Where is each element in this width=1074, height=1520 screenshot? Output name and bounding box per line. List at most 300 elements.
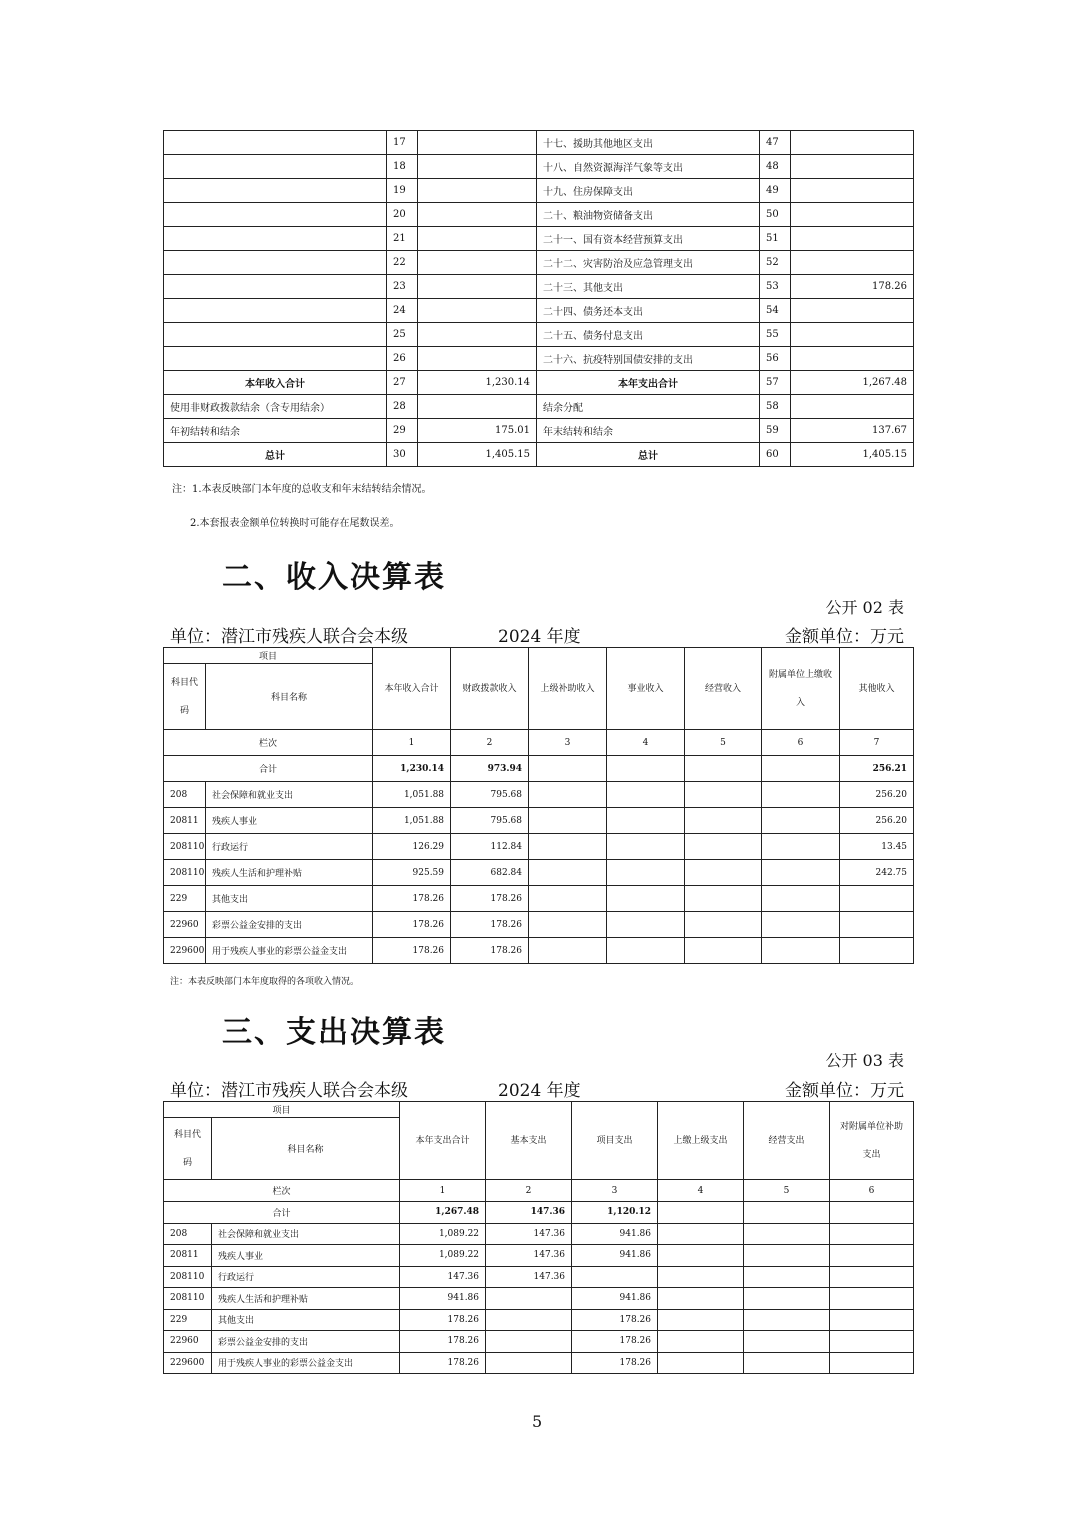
subject-name: 用于残疾人事业的彩票公益金支出 (206, 938, 373, 964)
column-number: 1 (400, 1180, 486, 1202)
expense-line-number: 56 (760, 347, 791, 371)
income-unit: 单位：潜江市残疾人联合会本级 (170, 627, 408, 647)
income-item-label (164, 275, 387, 299)
income-line-number: 18 (387, 155, 418, 179)
income-line-number: 22 (387, 251, 418, 275)
expense-item-label: 十七、援助其他地区支出 (537, 131, 760, 155)
amount-cell: 682.84 (451, 860, 529, 886)
income-item-value (418, 227, 537, 251)
amount-cell: 795.68 (451, 808, 529, 834)
expense-item-value (791, 179, 914, 203)
subject-name: 社会保障和就业支出 (212, 1223, 400, 1245)
amount-cell (607, 938, 685, 964)
amount-cell (658, 1288, 744, 1310)
income-line-number: 30 (387, 443, 418, 467)
table-row (164, 1223, 914, 1245)
income-table (163, 647, 914, 964)
income-item-label: 使用非财政拨款结余（含专用结余） (164, 395, 387, 419)
column-header: 其他收入 (840, 648, 914, 730)
subject-code: 229600 (164, 938, 206, 964)
subject-code: 22960 (164, 1331, 212, 1353)
column-number-row (164, 730, 914, 756)
amount-cell (486, 1352, 572, 1374)
amount-cell: 1,051.88 (373, 782, 451, 808)
table-row (164, 227, 914, 251)
amount-cell (529, 834, 607, 860)
table-row (164, 1331, 914, 1353)
amount-cell (529, 912, 607, 938)
column-number: 3 (529, 730, 607, 756)
income-line-number: 21 (387, 227, 418, 251)
income-item-value (418, 275, 537, 299)
expense-line-number: 60 (760, 443, 791, 467)
header-row (164, 1102, 914, 1118)
expense-item-label: 本年支出合计 (537, 371, 760, 395)
amount-cell (658, 1352, 744, 1374)
income-item-label: 本年收入合计 (164, 371, 387, 395)
total-value: 1,120.12 (572, 1202, 658, 1224)
table-row (164, 275, 914, 299)
subject-name: 行政运行 (206, 834, 373, 860)
total-value: 256.21 (840, 756, 914, 782)
column-number: 2 (451, 730, 529, 756)
amount-cell: 178.26 (451, 912, 529, 938)
amount-cell (486, 1288, 572, 1310)
amount-cell (830, 1223, 914, 1245)
table-row (164, 131, 914, 155)
table-row (164, 251, 914, 275)
table-row (164, 886, 914, 912)
income-item-value: 1,230.14 (418, 371, 537, 395)
amount-cell: 147.36 (486, 1266, 572, 1288)
table-row (164, 808, 914, 834)
amount-cell (685, 834, 762, 860)
expense-item-value (791, 155, 914, 179)
amount-cell: 178.26 (400, 1331, 486, 1353)
expense-item-label: 年末结转和结余 (537, 419, 760, 443)
income-item-label: 年初结转和结余 (164, 419, 387, 443)
income-line-number: 26 (387, 347, 418, 371)
amount-cell (762, 886, 840, 912)
table-row (164, 1245, 914, 1267)
amount-cell: 1,089.22 (400, 1223, 486, 1245)
amount-cell (658, 1309, 744, 1331)
amount-cell: 147.36 (486, 1245, 572, 1267)
subject-code: 208110 (164, 1266, 212, 1288)
table-row (164, 938, 914, 964)
expense-item-value: 1,405.15 (791, 443, 914, 467)
income-year: 2024 年度 (498, 627, 581, 647)
amount-cell (607, 782, 685, 808)
expense-line-number: 48 (760, 155, 791, 179)
amount-cell (762, 834, 840, 860)
column-number-label: 栏次 (164, 1180, 400, 1202)
summary-note-1: 注：1.本表反映部门本年度的总收支和年末结转结余情况。 (172, 484, 432, 495)
amount-cell (486, 1331, 572, 1353)
expense-item-label: 二十、粮油物资储备支出 (537, 203, 760, 227)
table-row (164, 782, 914, 808)
expense-item-value (791, 347, 914, 371)
income-line-number: 19 (387, 179, 418, 203)
amount-cell: 112.84 (451, 834, 529, 860)
table-row (164, 203, 914, 227)
income-item-label (164, 227, 387, 251)
amount-cell (744, 1331, 830, 1353)
expense-item-value (791, 323, 914, 347)
subject-code: 229600 (164, 1352, 212, 1374)
expense-form-no: 公开 03 表 (825, 1051, 904, 1070)
income-amount-unit: 金额单位：万元 (785, 627, 904, 647)
expense-table (163, 1101, 914, 1374)
expense-item-value: 137.67 (791, 419, 914, 443)
income-item-value (418, 251, 537, 275)
income-line-number: 24 (387, 299, 418, 323)
column-header: 上缴上级支出 (658, 1102, 744, 1180)
table-row (164, 912, 914, 938)
table-row (164, 834, 914, 860)
amount-cell (762, 860, 840, 886)
income-item-label (164, 323, 387, 347)
name-header: 科目名称 (206, 664, 373, 730)
amount-cell (840, 912, 914, 938)
table-row (164, 371, 914, 395)
expense-item-label: 十八、自然资源海洋气象等支出 (537, 155, 760, 179)
column-number-row (164, 1180, 914, 1202)
amount-cell (658, 1266, 744, 1288)
amount-cell: 178.26 (400, 1309, 486, 1331)
column-header: 附属单位上缴收入 (762, 648, 840, 730)
table-row (164, 1266, 914, 1288)
amount-cell: 147.36 (400, 1266, 486, 1288)
income-line-number: 20 (387, 203, 418, 227)
amount-cell (607, 808, 685, 834)
amount-cell: 795.68 (451, 782, 529, 808)
table-row (164, 347, 914, 371)
code-header: 科目代码 (164, 664, 206, 730)
amount-cell (830, 1245, 914, 1267)
subject-code: 229 (164, 1309, 212, 1331)
expense-item-label: 二十五、债务付息支出 (537, 323, 760, 347)
amount-cell: 941.86 (572, 1223, 658, 1245)
amount-cell (744, 1309, 830, 1331)
column-number: 4 (658, 1180, 744, 1202)
income-title: 二、收入决算表 (222, 560, 446, 595)
amount-cell (658, 1245, 744, 1267)
expense-line-number: 54 (760, 299, 791, 323)
amount-cell (830, 1288, 914, 1310)
income-item-value (418, 179, 537, 203)
expense-line-number: 58 (760, 395, 791, 419)
income-item-label (164, 179, 387, 203)
expense-item-label: 二十三、其他支出 (537, 275, 760, 299)
amount-cell (529, 782, 607, 808)
expense-item-value: 178.26 (791, 275, 914, 299)
income-line-number: 29 (387, 419, 418, 443)
expense-item-label: 十九、住房保障支出 (537, 179, 760, 203)
column-header: 经营支出 (744, 1102, 830, 1180)
expense-item-label: 二十四、债务还本支出 (537, 299, 760, 323)
expense-line-number: 47 (760, 131, 791, 155)
table-row (164, 419, 914, 443)
income-item-value (418, 203, 537, 227)
column-number: 1 (373, 730, 451, 756)
amount-cell (529, 886, 607, 912)
amount-cell (762, 912, 840, 938)
amount-cell (658, 1223, 744, 1245)
amount-cell: 126.29 (373, 834, 451, 860)
total-value: 1,267.48 (400, 1202, 486, 1224)
expense-line-number: 55 (760, 323, 791, 347)
amount-cell: 256.20 (840, 782, 914, 808)
expense-year: 2024 年度 (498, 1081, 581, 1101)
amount-cell (744, 1266, 830, 1288)
expense-item-label: 二十六、抗疫特别国债安排的支出 (537, 347, 760, 371)
amount-cell: 925.59 (373, 860, 451, 886)
column-header: 财政拨款收入 (451, 648, 529, 730)
expense-title: 三、支出决算表 (222, 1015, 446, 1050)
table-row (164, 155, 914, 179)
total-value (762, 756, 840, 782)
amount-cell: 178.26 (451, 938, 529, 964)
income-item-value (418, 323, 537, 347)
amount-cell: 178.26 (572, 1331, 658, 1353)
amount-cell: 178.26 (572, 1352, 658, 1374)
expense-item-value (791, 227, 914, 251)
income-item-value (418, 131, 537, 155)
total-label: 合计 (164, 1202, 400, 1224)
subject-name: 用于残疾人事业的彩票公益金支出 (212, 1352, 400, 1374)
subject-name: 残疾人生活和护理补贴 (212, 1288, 400, 1310)
subject-name: 残疾人生活和护理补贴 (206, 860, 373, 886)
column-header: 基本支出 (486, 1102, 572, 1180)
amount-cell: 941.86 (572, 1288, 658, 1310)
income-note: 注：本表反映部门本年度取得的各项收入情况。 (170, 977, 360, 987)
subject-name: 残疾人事业 (212, 1245, 400, 1267)
income-item-value: 1,405.15 (418, 443, 537, 467)
expense-line-number: 59 (760, 419, 791, 443)
subject-name: 行政运行 (212, 1266, 400, 1288)
subject-name: 彩票公益金安排的支出 (206, 912, 373, 938)
column-number: 5 (744, 1180, 830, 1202)
amount-cell (529, 860, 607, 886)
expense-item-value (791, 395, 914, 419)
amount-cell: 242.75 (840, 860, 914, 886)
amount-cell: 256.20 (840, 808, 914, 834)
amount-cell (486, 1309, 572, 1331)
income-item-label (164, 155, 387, 179)
column-header: 项目支出 (572, 1102, 658, 1180)
summary-table (163, 130, 914, 467)
expense-line-number: 50 (760, 203, 791, 227)
table-row (164, 860, 914, 886)
income-table-body (164, 648, 914, 964)
amount-cell (762, 938, 840, 964)
amount-cell: 178.26 (451, 886, 529, 912)
income-line-number: 25 (387, 323, 418, 347)
amount-cell (685, 808, 762, 834)
income-item-label: 总计 (164, 443, 387, 467)
amount-cell: 941.86 (400, 1288, 486, 1310)
income-item-label (164, 251, 387, 275)
amount-cell (685, 782, 762, 808)
expense-item-label: 结余分配 (537, 395, 760, 419)
amount-cell (607, 860, 685, 886)
name-header: 科目名称 (212, 1118, 400, 1180)
total-value (830, 1202, 914, 1224)
amount-cell (830, 1331, 914, 1353)
amount-cell: 178.26 (373, 912, 451, 938)
income-item-value: 175.01 (418, 419, 537, 443)
total-value (607, 756, 685, 782)
subject-name: 其他支出 (212, 1309, 400, 1331)
summary-note-2: 2.本套报表金额单位转换时可能存在尾数误差。 (190, 518, 400, 529)
income-item-value (418, 155, 537, 179)
amount-cell (572, 1266, 658, 1288)
amount-cell (658, 1331, 744, 1353)
amount-cell (830, 1266, 914, 1288)
column-number: 7 (840, 730, 914, 756)
column-number: 5 (685, 730, 762, 756)
amount-cell: 178.26 (373, 938, 451, 964)
income-line-number: 17 (387, 131, 418, 155)
total-value (744, 1202, 830, 1224)
expense-item-value (791, 251, 914, 275)
income-item-label (164, 347, 387, 371)
amount-cell (685, 912, 762, 938)
expense-table-body (164, 1102, 914, 1374)
amount-cell (744, 1245, 830, 1267)
income-item-value (418, 347, 537, 371)
total-row (164, 1202, 914, 1224)
amount-cell (830, 1352, 914, 1374)
income-item-label (164, 203, 387, 227)
table-row (164, 1352, 914, 1374)
expense-item-value (791, 299, 914, 323)
amount-cell: 178.26 (400, 1352, 486, 1374)
page-number: 5 (532, 1412, 543, 1431)
subject-code: 208110 (164, 860, 206, 886)
column-header: 上级补助收入 (529, 648, 607, 730)
subject-name: 社会保障和就业支出 (206, 782, 373, 808)
table-row (164, 1288, 914, 1310)
income-line-number: 23 (387, 275, 418, 299)
expense-item-value (791, 131, 914, 155)
table-row (164, 395, 914, 419)
total-label: 合计 (164, 756, 373, 782)
expense-line-number: 57 (760, 371, 791, 395)
income-item-value (418, 299, 537, 323)
income-item-label (164, 299, 387, 323)
table-row (164, 323, 914, 347)
subject-code: 22960 (164, 912, 206, 938)
amount-cell (529, 938, 607, 964)
amount-cell (744, 1288, 830, 1310)
amount-cell (685, 886, 762, 912)
column-header: 经营收入 (685, 648, 762, 730)
amount-cell: 147.36 (486, 1223, 572, 1245)
amount-cell (607, 834, 685, 860)
code-header: 科目代码 (164, 1118, 212, 1180)
column-number: 6 (830, 1180, 914, 1202)
column-header: 本年支出合计 (400, 1102, 486, 1180)
subject-name: 残疾人事业 (206, 808, 373, 834)
column-number: 6 (762, 730, 840, 756)
amount-cell (762, 782, 840, 808)
amount-cell (830, 1309, 914, 1331)
total-value: 973.94 (451, 756, 529, 782)
expense-unit: 单位：潜江市残疾人联合会本级 (170, 1081, 408, 1101)
amount-cell (840, 886, 914, 912)
subject-code: 229 (164, 886, 206, 912)
expense-line-number: 53 (760, 275, 791, 299)
amount-cell (840, 938, 914, 964)
income-form-no: 公开 02 表 (825, 598, 904, 617)
table-row (164, 299, 914, 323)
expense-line-number: 52 (760, 251, 791, 275)
column-header: 本年收入合计 (373, 648, 451, 730)
subject-code: 208110 (164, 1288, 212, 1310)
total-value (658, 1202, 744, 1224)
amount-cell: 1,051.88 (373, 808, 451, 834)
total-value (685, 756, 762, 782)
income-item-label (164, 131, 387, 155)
table-row (164, 443, 914, 467)
amount-cell (744, 1352, 830, 1374)
header-row (164, 648, 914, 664)
expense-item-value: 1,267.48 (791, 371, 914, 395)
total-row (164, 756, 914, 782)
subject-name: 其他支出 (206, 886, 373, 912)
column-header: 事业收入 (607, 648, 685, 730)
total-value (529, 756, 607, 782)
amount-cell (529, 808, 607, 834)
income-item-value (418, 395, 537, 419)
subject-code: 208110 (164, 834, 206, 860)
subject-code: 208 (164, 782, 206, 808)
expense-amount-unit: 金额单位：万元 (785, 1081, 904, 1101)
amount-cell (685, 938, 762, 964)
total-value: 147.36 (486, 1202, 572, 1224)
subject-name: 彩票公益金安排的支出 (212, 1331, 400, 1353)
expense-line-number: 49 (760, 179, 791, 203)
project-header: 项目 (164, 648, 373, 664)
expense-item-value (791, 203, 914, 227)
expense-item-label: 二十二、灾害防治及应急管理支出 (537, 251, 760, 275)
amount-cell (685, 860, 762, 886)
subject-code: 208 (164, 1223, 212, 1245)
table-row (164, 1309, 914, 1331)
expense-line-number: 51 (760, 227, 791, 251)
amount-cell (762, 808, 840, 834)
column-number: 4 (607, 730, 685, 756)
column-number: 2 (486, 1180, 572, 1202)
income-line-number: 28 (387, 395, 418, 419)
amount-cell: 13.45 (840, 834, 914, 860)
amount-cell: 941.86 (572, 1245, 658, 1267)
amount-cell (607, 912, 685, 938)
expense-item-label: 总计 (537, 443, 760, 467)
amount-cell: 178.26 (373, 886, 451, 912)
total-value: 1,230.14 (373, 756, 451, 782)
amount-cell (607, 886, 685, 912)
project-header: 项目 (164, 1102, 400, 1118)
column-number-label: 栏次 (164, 730, 373, 756)
subject-code: 20811 (164, 1245, 212, 1267)
table-row (164, 179, 914, 203)
summary-table-body (164, 131, 914, 467)
column-number: 3 (572, 1180, 658, 1202)
expense-item-label: 二十一、国有资本经营预算支出 (537, 227, 760, 251)
